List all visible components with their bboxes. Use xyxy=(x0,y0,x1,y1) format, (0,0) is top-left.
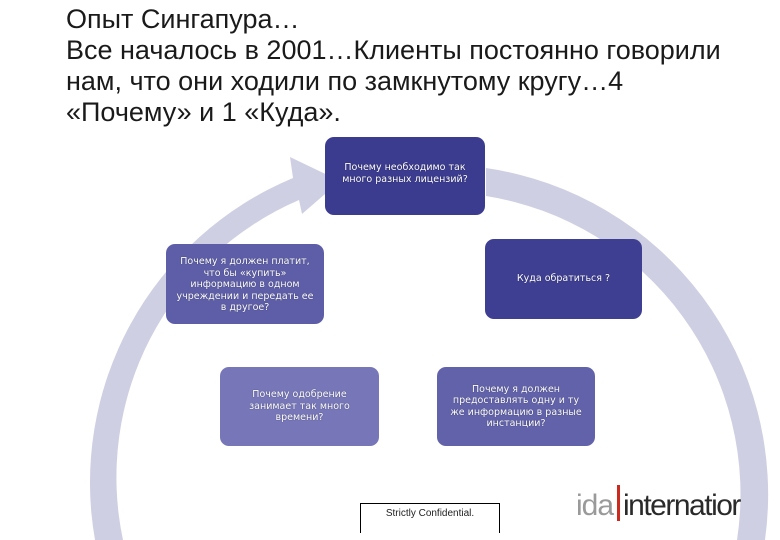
question-box-same-info: Почему я должен предоставлять одну и ту же информацию в разные инстанции? xyxy=(437,367,595,446)
title-line-2: Все началось в 2001…Клиенты постоянно говорили xyxy=(66,35,721,65)
logo-international-text: internatior xyxy=(623,489,740,522)
circular-arrow-band xyxy=(90,157,340,540)
confidential-label: Strictly Confidential. xyxy=(360,503,500,533)
title-line-1: Опыт Сингапура… xyxy=(66,4,300,34)
question-box-approval-time: Почему одобрение занимает так много времени? xyxy=(220,367,379,446)
title-line-4: «Почему» и 1 «Куда». xyxy=(66,97,341,127)
ida-international-logo xyxy=(576,483,740,523)
question-box-where: Куда обратиться ? xyxy=(485,239,642,319)
logo-ida-text: ida xyxy=(576,489,614,522)
slide-title xyxy=(66,4,766,128)
question-box-licenses: Почему необходимо так много разных лицензий? xyxy=(325,137,485,215)
title-line-3: нам, что они ходили по замкнутому кругу…4 xyxy=(66,66,624,96)
question-box-payment: Почему я должен платит, что бы «купить» информацию в одном учреждении и передать ее в другое? xyxy=(166,244,324,324)
logo-divider-bar xyxy=(617,485,620,521)
